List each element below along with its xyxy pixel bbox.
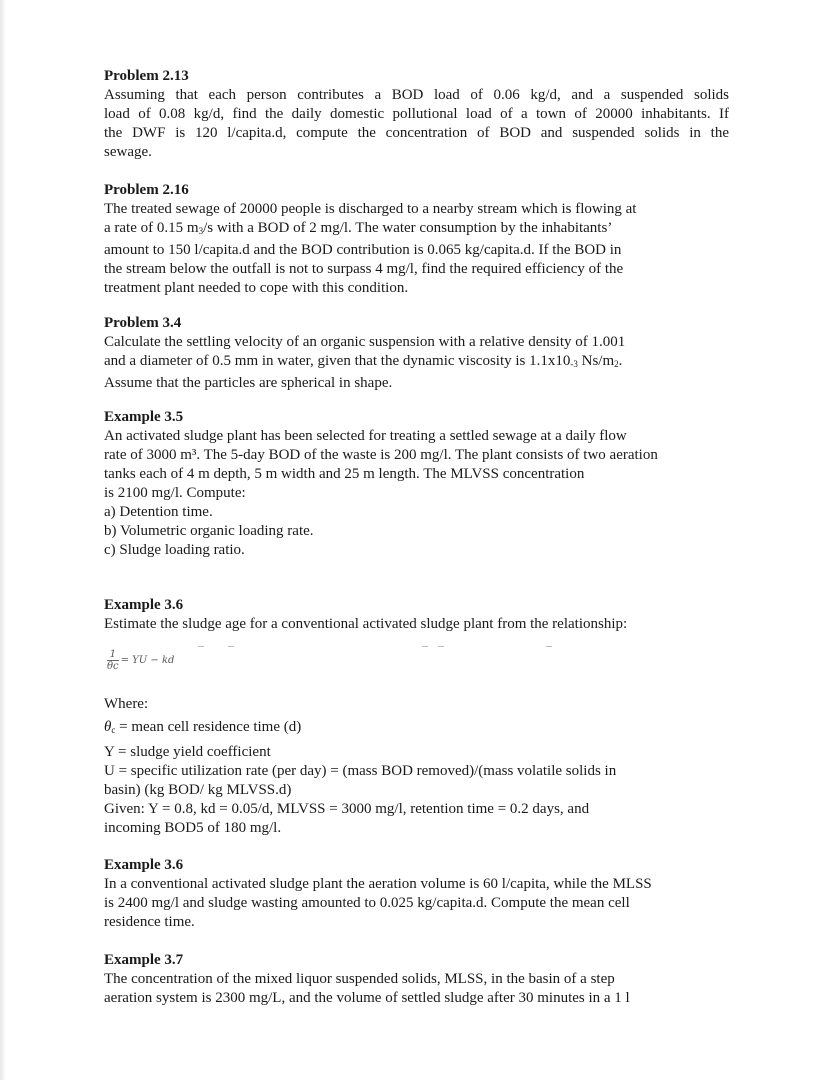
problem-2-13 <box>104 67 729 162</box>
problem-text-line: The treated sewage of 20000 people is discharged to a nearby stream which is flowing at <box>104 201 637 217</box>
problem-text-line: the stream below the outfall is not to surpass 4 mg/l, find the required efficiency of the <box>104 261 624 277</box>
formula-rhs: = YU − kd <box>120 655 175 666</box>
example-text-line: b) Volumetric organic loading rate. <box>104 523 314 539</box>
problem-text-line: treatment plant needed to cope with this condition. <box>104 280 409 296</box>
example-3-6-residence <box>104 856 714 932</box>
definition-theta: $\theta_c$ = mean cell residence time (d) <box>104 719 302 735</box>
example-title: Example 3.7 <box>104 952 184 968</box>
given-values-cont: incoming BOD5 of 180 mg/l. <box>104 820 282 836</box>
scan-mark <box>438 646 444 647</box>
problem-text-line: a rate of 0.15 $m_3/s$ with a BOD of 2 mg/l. The water consumption by the inhabitants’ <box>104 220 613 236</box>
page-edge-shadow <box>0 0 6 1080</box>
problem-text-line: Calculate the settling velocity of an organic suspension with a relative density of 1.001 <box>104 334 626 350</box>
example-text-line: An activated sludge plant has been selected for treating a settled sewage at a daily flow <box>104 428 627 444</box>
example-text-line: tanks each of 4 m depth, 5 m width and 25 m length. The MLVSS concentration <box>104 466 585 482</box>
example-text-line: The concentration of the mixed liquor suspended solids, MLSS, in the basin of a step <box>104 971 615 987</box>
example-3-6-definitions <box>104 695 704 838</box>
problem-text-line: Assuming that each person contributes a BOD load of 0.06 kg/d, and a suspended solids <box>104 87 729 103</box>
scan-mark <box>228 646 234 647</box>
problem-text-line: the DWF is 120 l/capita.d, compute the concentration of BOD and suspended solids in the <box>104 125 729 141</box>
example-title: Example 3.6 <box>104 597 184 613</box>
problem-2-16 <box>104 181 694 298</box>
definition-y: Y = sludge yield coefficient <box>104 744 271 760</box>
example-3-5 <box>104 408 724 560</box>
example-text-line: aeration system is 2300 mg/L, and the volume of settled sludge after 30 minutes in a 1 l <box>104 990 630 1006</box>
problem-title: Problem 3.4 <box>104 315 182 331</box>
formula-fraction: $\frac{1}{\theta c}$ <box>107 649 119 672</box>
problem-text-line: sewage. <box>104 144 152 160</box>
example-text-line: a) Detention time. <box>104 504 213 520</box>
scan-mark <box>422 646 428 647</box>
problem-text-line: Assume that the particles are spherical in shape. <box>104 375 393 391</box>
problem-title: Problem 2.16 <box>104 182 189 198</box>
scan-mark <box>546 646 552 647</box>
example-text-line: is 2100 mg/l. Compute: <box>104 485 246 501</box>
problem-text-line: amount to 150 l/capita.d and the BOD contribution is 0.065 kg/capita.d. If the BOD in <box>104 242 622 258</box>
sludge-age-formula <box>107 649 174 679</box>
definition-u: U = specific utilization rate (per day) = (mass BOD removed)/(mass volatile solids in <box>104 763 617 779</box>
example-title: Example 3.5 <box>104 409 184 425</box>
example-text-line: is 2400 mg/l and sludge wasting amounted to 0.025 kg/capita.d. Compute the mean cell <box>104 895 630 911</box>
example-text-line: rate of 3000 m³. The 5-day BOD of the waste is 200 mg/l. The plant consists of two aeration <box>104 447 658 463</box>
example-3-6-sludge-age <box>104 596 704 634</box>
example-text-line: residence time. <box>104 914 195 930</box>
definition-u-cont: basin) (kg BOD/ kg MLVSS.d) <box>104 782 292 798</box>
example-text-line: In a conventional activated sludge plant the aeration volume is 60 l/capita, while the MLSS <box>104 876 652 892</box>
problem-text-line: load of 0.08 kg/d, find the daily domestic pollutional load of a town of 20000 inhabitants. If <box>104 106 729 122</box>
example-3-7 <box>104 951 694 1008</box>
where-label: Where: <box>104 696 149 712</box>
problem-text-line: and a diameter of 0.5 mm in water, given that the dynamic viscosity is $1.1x10_{-3}$ $Ns/m_2$. <box>104 353 623 369</box>
problem-3-4 <box>104 314 694 393</box>
example-text-line: c) Sludge loading ratio. <box>104 542 245 558</box>
problem-title: Problem 2.13 <box>104 68 189 84</box>
scan-mark <box>198 646 204 647</box>
given-values: Given: Y = 0.8, kd = 0.05/d, MLVSS = 3000 mg/l, retention time = 0.2 days, and <box>104 801 590 817</box>
example-title: Example 3.6 <box>104 857 184 873</box>
example-text-line: Estimate the sludge age for a conventional activated sludge plant from the relationship: <box>104 616 628 632</box>
